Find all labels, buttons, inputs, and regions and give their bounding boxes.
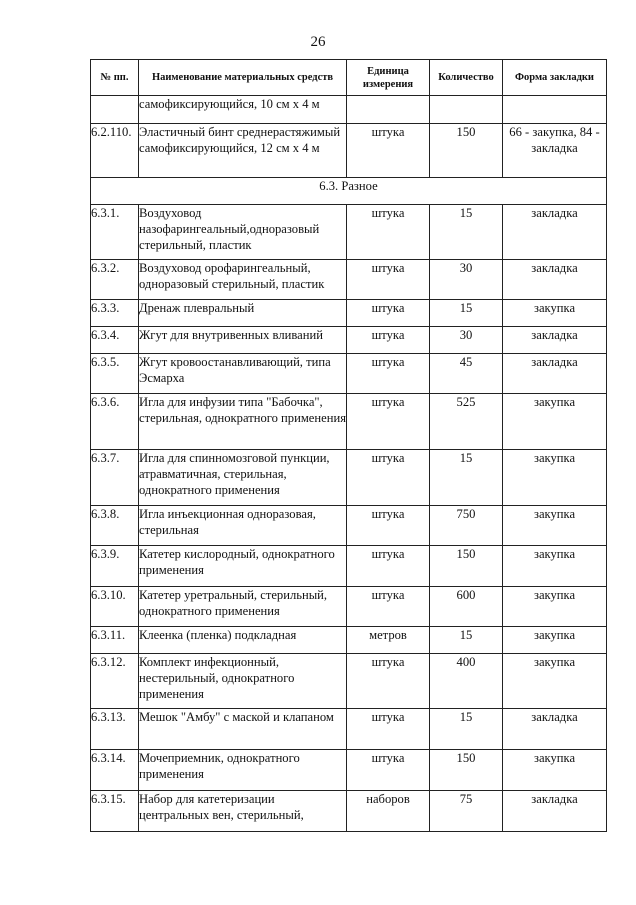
cell-qty: 525 — [430, 394, 503, 450]
cell-name: Катетер кислородный, однократного применения — [139, 546, 347, 587]
cell-form: закупка — [503, 587, 607, 627]
cell-qty: 150 — [430, 546, 503, 587]
table-row — [91, 300, 607, 327]
section-row — [91, 178, 607, 205]
header-unit: Единица измерения — [347, 60, 430, 96]
cell-form: закладка — [503, 260, 607, 300]
cell-num: 6.3.7. — [91, 450, 139, 506]
cell-qty: 75 — [430, 791, 503, 832]
header-form: Форма закладки — [503, 60, 607, 96]
cell-form: закупка — [503, 627, 607, 654]
cell-qty: 400 — [430, 654, 503, 709]
cell-form: закладка — [503, 354, 607, 394]
cell-num: 6.3.12. — [91, 654, 139, 709]
table-row — [91, 750, 607, 791]
cell-form: закладка — [503, 205, 607, 260]
cell-name: Дренаж плевральный — [139, 300, 347, 327]
cell-unit: штука — [347, 709, 430, 750]
cell-form: закупка — [503, 506, 607, 546]
cell-unit: штука — [347, 506, 430, 546]
cell-qty: 150 — [430, 124, 503, 178]
table-header-row — [91, 60, 607, 96]
cell-unit: штука — [347, 300, 430, 327]
cell-name: Воздуховод орофарингеальный, одноразовый стерильный, пластик — [139, 260, 347, 300]
cell-num: 6.3.2. — [91, 260, 139, 300]
cell-name: Мешок "Амбу" с маской и клапаном — [139, 709, 347, 750]
cell-num: 6.3.11. — [91, 627, 139, 654]
cell-unit: штука — [347, 205, 430, 260]
cell-qty: 600 — [430, 587, 503, 627]
cell-form: закупка — [503, 750, 607, 791]
cell-qty: 15 — [430, 300, 503, 327]
cell-form: закладка — [503, 327, 607, 354]
materials-table — [90, 59, 607, 832]
cell-name: самофиксирующийся, 10 см х 4 м — [139, 96, 347, 124]
cell-name: Жгут для внутривенных вливаний — [139, 327, 347, 354]
cell-qty: 750 — [430, 506, 503, 546]
table-row — [91, 450, 607, 506]
header-num: № пп. — [91, 60, 139, 96]
cell-qty: 45 — [430, 354, 503, 394]
cell-num: 6.3.9. — [91, 546, 139, 587]
cell-name: Мочеприемник, однократного применения — [139, 750, 347, 791]
table-row — [91, 327, 607, 354]
table-row — [91, 260, 607, 300]
cell-name: Клеенка (пленка) подкладная — [139, 627, 347, 654]
cell-form: закупка — [503, 450, 607, 506]
cell-unit: штука — [347, 327, 430, 354]
cell-num: 6.3.8. — [91, 506, 139, 546]
cell-qty: 15 — [430, 450, 503, 506]
page-number: 26 — [310, 34, 326, 50]
cell-qty — [430, 96, 503, 124]
cell-num: 6.3.13. — [91, 709, 139, 750]
cell-num: 6.3.3. — [91, 300, 139, 327]
cell-name: Набор для катетеризации центральных вен, стерильный, — [139, 791, 347, 832]
cell-num — [91, 96, 139, 124]
cell-unit: штука — [347, 124, 430, 178]
table-row-continued — [91, 96, 607, 124]
cell-unit: штука — [347, 394, 430, 450]
cell-form: 66 - закупка, 84 - закладка — [503, 124, 607, 178]
table-row — [91, 709, 607, 750]
cell-num: 6.3.5. — [91, 354, 139, 394]
header-qty: Количество — [430, 60, 503, 96]
cell-name: Воздуховод назофарингеальный,одноразовый стерильный, пластик — [139, 205, 347, 260]
cell-form: закупка — [503, 394, 607, 450]
cell-qty: 15 — [430, 205, 503, 260]
cell-qty: 30 — [430, 327, 503, 354]
cell-form: закупка — [503, 654, 607, 709]
cell-qty: 30 — [430, 260, 503, 300]
table-row — [91, 506, 607, 546]
cell-num: 6.3.6. — [91, 394, 139, 450]
table-row — [91, 546, 607, 587]
header-name: Наименование материальных средств — [139, 60, 347, 96]
cell-name: Игла для инфузии типа "Бабочка", стерильная, однократного применения — [139, 394, 347, 450]
cell-name: Катетер уретральный, стерильный, однократного применения — [139, 587, 347, 627]
table-row — [91, 124, 607, 178]
cell-unit: штука — [347, 750, 430, 791]
cell-num: 6.2.110. — [91, 124, 139, 178]
cell-qty: 15 — [430, 627, 503, 654]
cell-num: 6.3.4. — [91, 327, 139, 354]
table-row — [91, 354, 607, 394]
cell-name: Жгут кровоостанавливающий, типа Эсмарха — [139, 354, 347, 394]
cell-num: 6.3.14. — [91, 750, 139, 791]
cell-num: 6.3.1. — [91, 205, 139, 260]
cell-form: закупка — [503, 300, 607, 327]
cell-name: Эластичный бинт среднерастяжимый самофиксирующийся, 12 см х 4 м — [139, 124, 347, 178]
cell-form — [503, 96, 607, 124]
section-title: 6.3. Разное — [91, 178, 607, 205]
cell-qty: 15 — [430, 709, 503, 750]
table-row — [91, 587, 607, 627]
table-row — [91, 654, 607, 709]
table-row — [91, 205, 607, 260]
cell-unit: метров — [347, 627, 430, 654]
table-row — [91, 627, 607, 654]
cell-form: закупка — [503, 546, 607, 587]
cell-form: закладка — [503, 709, 607, 750]
cell-num: 6.3.15. — [91, 791, 139, 832]
cell-name: Игла инъекционная одноразовая, стерильная — [139, 506, 347, 546]
cell-name: Комплект инфекционный, нестерильный, однократного применения — [139, 654, 347, 709]
cell-num: 6.3.10. — [91, 587, 139, 627]
cell-unit: штука — [347, 654, 430, 709]
cell-unit: штука — [347, 587, 430, 627]
cell-unit: наборов — [347, 791, 430, 832]
cell-form: закладка — [503, 791, 607, 832]
cell-unit: штука — [347, 450, 430, 506]
cell-unit: штука — [347, 354, 430, 394]
cell-qty: 150 — [430, 750, 503, 791]
cell-name: Игла для спинномозговой пункции, атравматичная, стерильная, однократного применения — [139, 450, 347, 506]
cell-unit — [347, 96, 430, 124]
cell-unit: штука — [347, 260, 430, 300]
cell-unit: штука — [347, 546, 430, 587]
table-row — [91, 791, 607, 832]
table-row — [91, 394, 607, 450]
